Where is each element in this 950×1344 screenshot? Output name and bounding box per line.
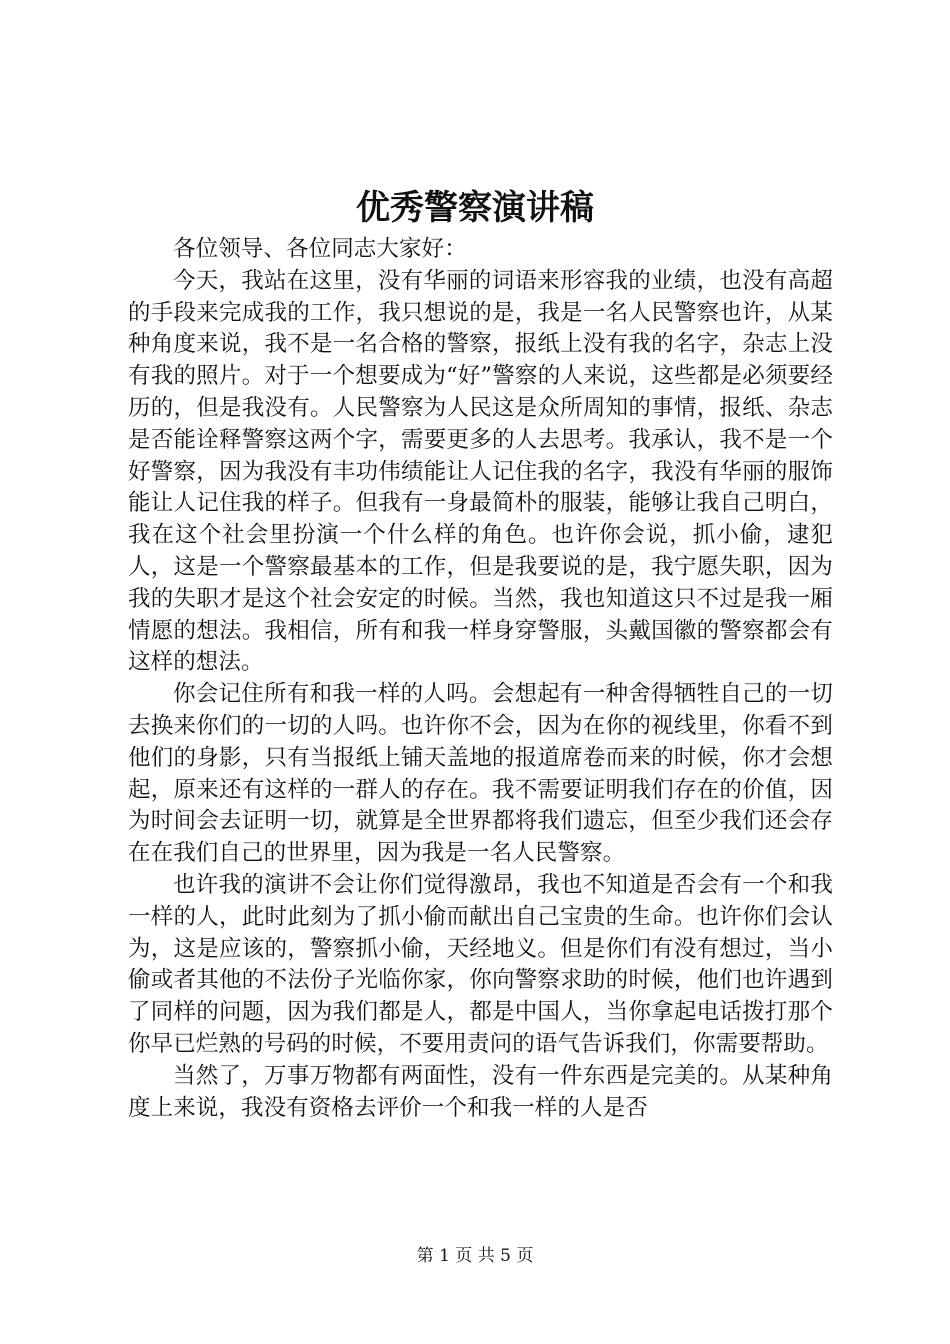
page-title: 优秀警察演讲稿 — [356, 188, 594, 228]
document-body — [128, 234, 833, 1124]
body-paragraph-2: 你会记住所有和我一样的人吗。会想起有一种舍得牺牲自己的一切去换来你们的一切的人吗。也许你不会，因为在你的视线里，你看不到他们的身影，只有当报纸上铺天盖地的报道席卷而来的时候，你才会想起，原来还有这样的一群人的存在。我不需要证明我们存在的价值，因为时间会去证明一切，就算是全世界都将我们遗忘，但至少我们还会存在在我们自己的世界里，因为我是一名人民警察。 — [128, 681, 833, 867]
body-paragraph-3: 也许我的演讲不会让你们觉得激昂，我也不知道是否会有一个和我一样的人，此时此刻为了抓小偷而献出自己宝贵的生命。也许你们会认为，这是应该的，警察抓小偷，天经地义。但是你们有没有想过，当小偷或者其他的不法份子光临你家，你向警察求助的时候，他们也许遇到了同样的问题，因为我们都是人，都是中国人，当你拿起电话拨打那个你早已烂熟的号码的时候，不要用责问的语气告诉我们，你需要帮助。 — [128, 871, 833, 1057]
page-number-footer: 第 1 页 共 5 页 — [416, 1246, 534, 1266]
body-paragraph-1: 今天，我站在这里，没有华丽的词语来形容我的业绩，也没有高超的手段来完成我的工作，我只想说的是，我是一名人民警察也许，从某种角度来说，我不是一名合格的警察，报纸上没有我的名字，杂志上没有我的照片。对于一个想要成为“好”警察的人来说，这些都是必须要经历的，但是我没有。人民警察为人民这是众所周知的事情，报纸、杂志是否能诠释警察这两个字，需要更多的人去思考。我承认，我不是一个好警察，因为我没有丰功伟绩能让人记住我的名字，我没有华丽的服饰能让人记住我的样子。但我有一身最简朴的服装，能够让我自己明白，我在这个社会里扮演一个什么样的角色。也许你会说，抓小偷，逮犯人，这是一个警察最基本的工作，但是我要说的是，我宁愿失职，因为我的失职才是这个社会安定的时候。当然，我也知道这只不过是我一厢情愿的想法。我相信，所有和我一样身穿警服，头戴国徽的警察都会有这样的想法。 — [128, 267, 833, 676]
greeting-paragraph: 各位领导、各位同志大家好： — [173, 236, 467, 262]
body-paragraph-4: 当然了，万事万物都有两面性，没有一件东西是完美的。从某种角度上来说，我没有资格去评价一个和我一样的人是否 — [128, 1062, 833, 1121]
